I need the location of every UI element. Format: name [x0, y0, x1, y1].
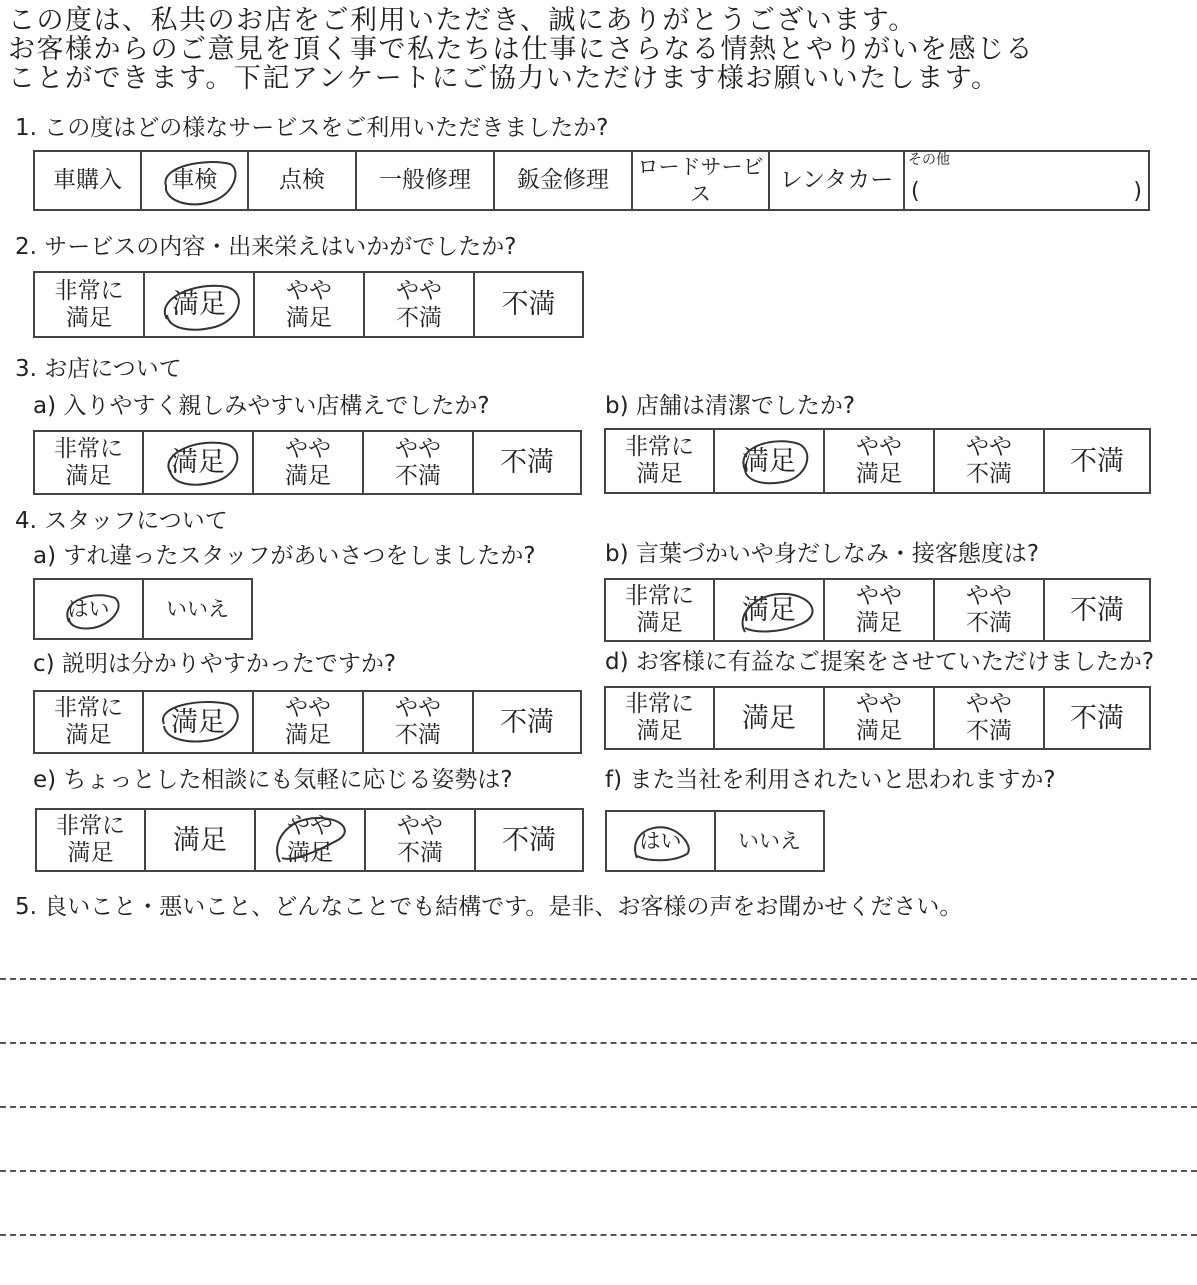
q4d-title: d) お客様に有益なご提案をさせていただけましたか? — [605, 649, 1155, 675]
q3a-option-dissatisfied[interactable]: 不満 — [500, 447, 554, 478]
q4e-option-somewhat-satisfied[interactable]: やや 満足 — [256, 810, 366, 870]
q4e-option-very-satisfied[interactable]: 非常に 満足 — [37, 810, 146, 870]
q4c-option-satisfied[interactable]: 満足 — [144, 692, 254, 752]
q3a-option-very-satisfied[interactable]: 非常に 満足 — [35, 432, 144, 493]
q2-option-somewhat-satisfied[interactable]: やや 満足 — [255, 273, 365, 336]
q3b-option-very-satisfied[interactable]: 非常に 満足 — [606, 430, 715, 492]
paren-open: ( — [911, 179, 920, 204]
intro-line-1: この度は、私共のお店をご利用いただき、誠にありがとうございます。 — [8, 5, 917, 36]
q2-option-dissatisfied[interactable]: 不満 — [501, 289, 556, 320]
q1-option-car-purchase[interactable]: 車購入 — [35, 152, 142, 209]
q4b-option-somewhat-dissatisfied[interactable]: やや 不満 — [935, 580, 1045, 640]
q4f-option-yes[interactable]: はい — [607, 812, 716, 870]
q4-title: 4. スタッフについて — [15, 508, 228, 534]
q3a-title: a) 入りやすく親しみやすい店構えでしたか? — [33, 393, 490, 419]
q1-option-shaken[interactable]: 車検 — [142, 152, 249, 209]
q4c-options-row — [33, 690, 582, 754]
q4b-option-very-satisfied[interactable]: 非常に 満足 — [606, 580, 715, 640]
q3a-option-satisfied[interactable]: 満足 — [144, 432, 254, 493]
q2-option-satisfied[interactable]: 満足 — [145, 273, 255, 336]
q3b-option-somewhat-dissatisfied[interactable]: やや 不満 — [935, 430, 1045, 492]
q3b-option-satisfied[interactable]: 満足 — [715, 430, 825, 492]
intro-line-3: ことができます。下記アンケートにご協力いただけます様お願いいたします。 — [8, 63, 1000, 94]
q1-option-rental-car[interactable]: レンタカー — [770, 152, 905, 209]
q4f-options-row — [605, 810, 825, 872]
paren-close: ) — [1133, 179, 1142, 204]
q1-options-row — [33, 150, 1150, 211]
q3b-option-somewhat-satisfied[interactable]: やや 満足 — [825, 430, 935, 492]
q4b-options-row — [604, 578, 1151, 642]
q4b-option-dissatisfied[interactable]: 不満 — [1070, 594, 1124, 626]
q3-title: 3. お店について — [15, 356, 182, 382]
q4e-options-row — [35, 808, 584, 872]
q4c-title: c) 説明は分かりやすかったですか? — [33, 651, 397, 677]
q2-option-somewhat-dissatisfied[interactable]: やや 不満 — [365, 273, 475, 336]
q2-options-row — [33, 271, 584, 338]
q4d-option-satisfied[interactable]: 満足 — [715, 688, 825, 748]
q3b-title: b) 店舗は清潔でしたか? — [605, 393, 856, 419]
intro-text — [8, 6, 1193, 93]
q4f-title: f) また当社を利用されたいと思われますか? — [605, 767, 1056, 793]
q4c-option-somewhat-satisfied[interactable]: やや 満足 — [254, 692, 364, 752]
q5-title: 5. 良いこと・悪いこと、どんなことでも結構です。是非、お客様の声をお聞かせください。 — [15, 894, 963, 920]
other-label: その他 — [908, 152, 950, 168]
q4b-title: b) 言葉づかいや身だしなみ・接客態度は? — [605, 541, 1040, 567]
q4e-title: e) ちょっとした相談にも気軽に応じる姿勢は? — [33, 767, 513, 793]
q4c-option-dissatisfied[interactable]: 不満 — [500, 706, 554, 738]
q1-option-road-service[interactable]: ロードサービス — [633, 152, 770, 209]
q4d-option-dissatisfied[interactable]: 不満 — [1070, 702, 1124, 734]
q4c-option-somewhat-dissatisfied[interactable]: やや 不満 — [364, 692, 474, 752]
q3a-option-somewhat-dissatisfied[interactable]: やや 不満 — [364, 432, 474, 493]
q1-option-other[interactable] — [905, 152, 1148, 209]
q4f-option-no[interactable]: いいえ — [738, 828, 801, 853]
q4a-options-row — [33, 578, 253, 640]
q4d-option-somewhat-dissatisfied[interactable]: やや 不満 — [935, 688, 1045, 748]
other-input-field[interactable] — [911, 178, 1142, 205]
comment-line-1[interactable] — [0, 978, 1197, 980]
q3b-option-dissatisfied[interactable]: 不満 — [1070, 445, 1124, 477]
q4e-option-dissatisfied[interactable]: 不満 — [502, 824, 556, 856]
q2-option-very-satisfied[interactable]: 非常に 満足 — [35, 273, 145, 336]
q4b-option-satisfied[interactable]: 満足 — [715, 580, 825, 640]
q4b-option-somewhat-satisfied[interactable]: やや 満足 — [825, 580, 935, 640]
q3a-options-row — [33, 430, 582, 495]
q4e-option-satisfied[interactable]: 満足 — [146, 810, 256, 870]
q4a-title: a) すれ違ったスタッフがあいさつをしましたか? — [33, 543, 536, 569]
comment-line-5[interactable] — [0, 1234, 1197, 1236]
q4e-option-somewhat-dissatisfied[interactable]: やや 不満 — [366, 810, 476, 870]
comment-line-3[interactable] — [0, 1106, 1197, 1108]
q3a-option-somewhat-satisfied[interactable]: やや 満足 — [254, 432, 364, 493]
comment-line-2[interactable] — [0, 1042, 1197, 1044]
q1-title: 1. この度はどの様なサービスをご利用いただきましたか? — [15, 115, 609, 141]
q1-option-general-repair[interactable]: 一般修理 — [357, 152, 495, 209]
q4d-options-row — [604, 686, 1151, 750]
q4d-option-very-satisfied[interactable]: 非常に 満足 — [606, 688, 715, 748]
q1-option-inspection[interactable]: 点検 — [249, 152, 357, 209]
q4d-option-somewhat-satisfied[interactable]: やや 満足 — [825, 688, 935, 748]
q4a-option-no[interactable]: いいえ — [166, 596, 229, 621]
q2-title: 2. サービスの内容・出来栄えはいかがでしたか? — [15, 234, 517, 260]
q4a-option-yes[interactable]: はい — [35, 580, 144, 638]
q4c-option-very-satisfied[interactable]: 非常に 満足 — [35, 692, 144, 752]
q3b-options-row — [604, 428, 1151, 494]
q1-option-sheet-metal-repair[interactable]: 鈑金修理 — [495, 152, 633, 209]
comment-line-4[interactable] — [0, 1170, 1197, 1172]
intro-line-2: お客様からのご意見を頂く事で私たちは仕事にさらなる情熱とやりがいを感じる — [8, 34, 1034, 65]
